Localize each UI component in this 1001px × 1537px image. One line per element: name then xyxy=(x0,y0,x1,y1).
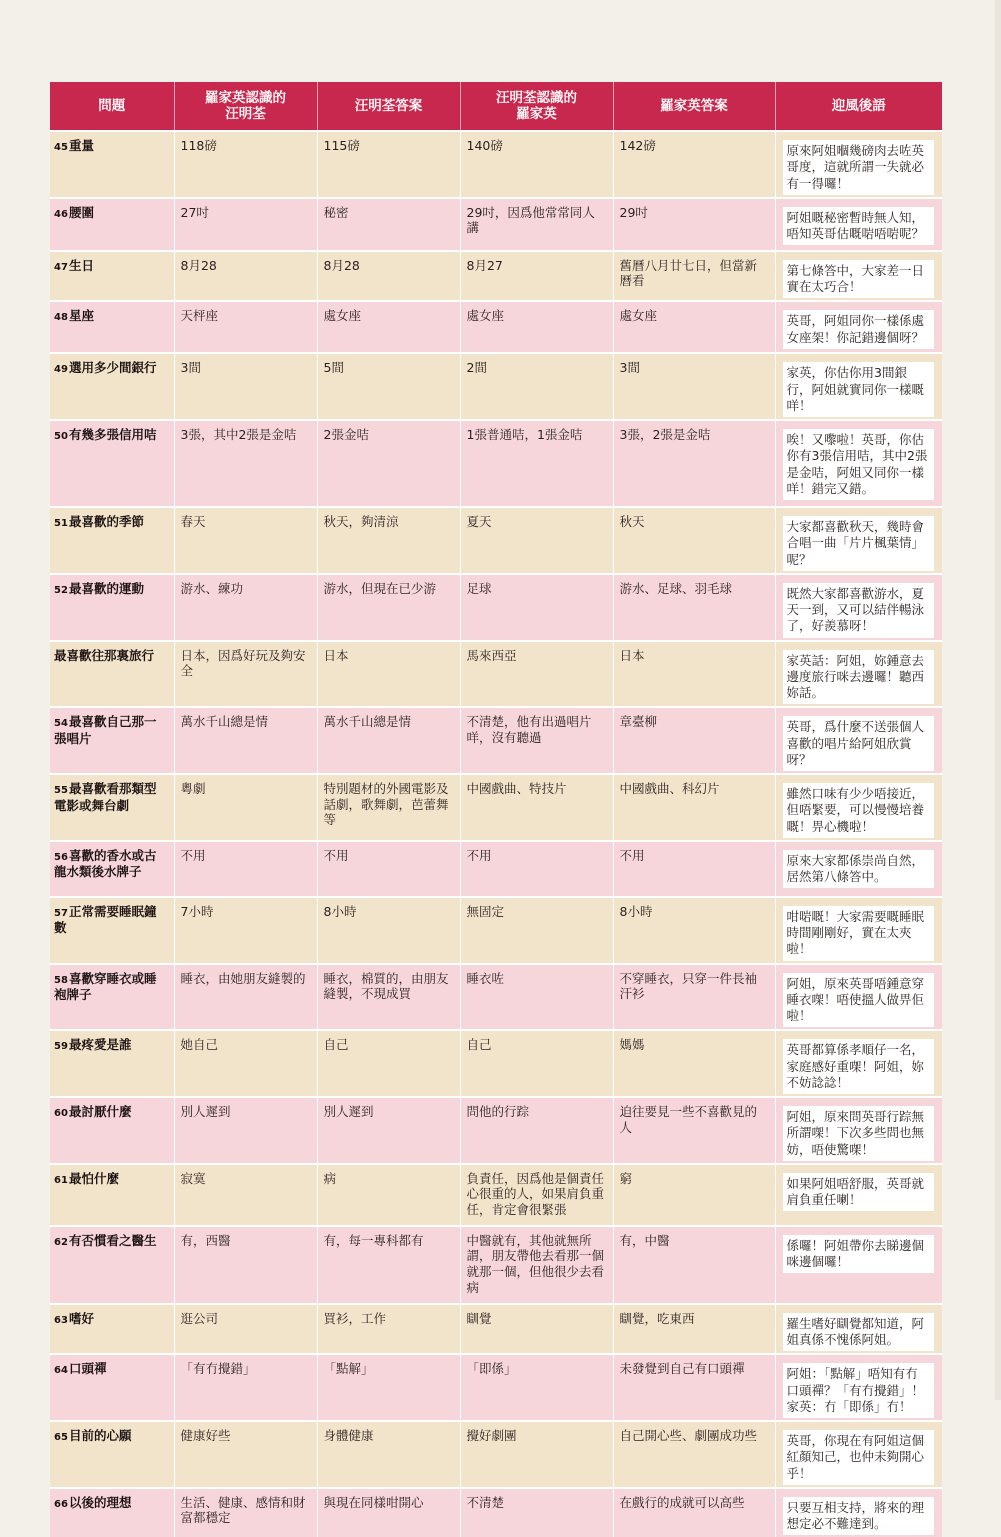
comment-cell xyxy=(775,353,942,420)
comment-text: 英哥，你現在有阿姐這個紅顏知己，也仲未夠開心乎！ xyxy=(783,1430,935,1485)
question-cell xyxy=(50,641,174,708)
answer-a4: 媽媽 xyxy=(613,1030,775,1097)
answer-a1: 日本，因爲好玩及夠安全 xyxy=(174,641,317,708)
question-text: 有否慣看之醫生 xyxy=(69,1232,157,1248)
comment-cell xyxy=(775,707,942,774)
quiz-page xyxy=(50,82,942,1537)
comment-text: 英哥，阿姐同你一樣係處女座架！你記錯邊個呀？ xyxy=(783,310,935,349)
answer-a4: 迫往要見一些不喜歡見的人 xyxy=(613,1097,775,1164)
question-number: 63 xyxy=(54,1314,68,1326)
answer-a4: 未發覺到自己有口頭禪 xyxy=(613,1354,775,1421)
comment-text: 家英話：阿姐，妳鍾意去邊度旅行咪去邊囉！聽西妳話。 xyxy=(783,650,935,705)
answer-a2: 秘密 xyxy=(317,198,460,251)
table-row xyxy=(50,301,942,353)
question-number: 60 xyxy=(54,1108,68,1119)
answer-a2: 病 xyxy=(317,1164,460,1226)
answer-a3: 睡衣咗 xyxy=(460,964,613,1031)
comparison-table xyxy=(50,82,942,1537)
table-row xyxy=(50,1304,942,1355)
answer-a4: 3間 xyxy=(613,353,775,420)
question-text: 生日 xyxy=(69,257,95,273)
answer-a2: 買衫，工作 xyxy=(317,1304,460,1355)
comment-cell xyxy=(775,1304,942,1355)
answer-a1: 3張，其中2張是金咭 xyxy=(174,420,317,507)
question-text: 嗜好 xyxy=(69,1310,95,1326)
question-text: 最喜歡的運動 xyxy=(69,580,145,596)
comment-text: 只要互相支持，將來的理想定必不難達到。 xyxy=(783,1497,935,1536)
answer-a2: 與現在同樣咁開心 xyxy=(317,1488,460,1537)
answer-a3: 瞓覺 xyxy=(460,1304,613,1355)
comment-cell xyxy=(775,131,942,198)
question-number: 64 xyxy=(54,1365,68,1377)
header-wong-answer: 汪明荃答案 xyxy=(317,82,460,131)
answer-a4: 29吋 xyxy=(613,198,775,251)
header-question: 問題 xyxy=(50,82,174,131)
answer-a2: 115磅 xyxy=(317,131,460,198)
comment-text: 阿姐：「點解」唔知有冇口頭禪？「有冇攪錯」！家英：冇「即係」冇！ xyxy=(783,1363,935,1418)
comment-cell xyxy=(775,1421,942,1488)
answer-a1: 有，西醫 xyxy=(174,1226,317,1304)
answer-a3: 不清楚，他有出過唱片咩，沒有聽過 xyxy=(460,707,613,774)
question-cell xyxy=(50,353,174,420)
comment-cell xyxy=(775,251,942,302)
comment-text: 羅生嗜好瞓覺都知道，阿姐真係不愧係阿姐。 xyxy=(783,1313,935,1352)
question-text: 最怕什麼 xyxy=(69,1170,120,1186)
comment-cell xyxy=(775,1030,942,1097)
answer-a2: 別人遲到 xyxy=(317,1097,460,1164)
answer-a1: 睡衣，由她朋友縫製的 xyxy=(174,964,317,1031)
answer-a2: 自己 xyxy=(317,1030,460,1097)
answer-a4: 中國戲曲、科幻片 xyxy=(613,774,775,841)
question-cell xyxy=(50,198,174,251)
comment-text: 阿姐，原來問英哥行踪無所謂㗎！下次多些問也無妨，唔使驚㗎！ xyxy=(783,1106,935,1161)
answer-a1: 「有冇攪錯」 xyxy=(174,1354,317,1421)
table-body xyxy=(50,131,942,1537)
answer-a4: 自己開心些、劇團成功些 xyxy=(613,1421,775,1488)
question-cell xyxy=(50,251,174,302)
question-number: 50 xyxy=(54,431,68,442)
question-text: 星座 xyxy=(69,308,95,324)
answer-a3: 處女座 xyxy=(460,301,613,353)
answer-a3: 「即係」 xyxy=(460,1354,613,1421)
question-cell xyxy=(50,707,174,774)
page-edge xyxy=(995,0,1001,1400)
answer-a1: 3間 xyxy=(174,353,317,420)
answer-a4: 舊曆八月廿七日，但當新曆看 xyxy=(613,251,775,302)
answer-a3: 中國戲曲、特技片 xyxy=(460,774,613,841)
answer-a1: 游水、練功 xyxy=(174,574,317,641)
question-text: 最喜歡的季節 xyxy=(69,514,145,529)
table-row xyxy=(50,1488,942,1537)
table-row xyxy=(50,1354,942,1421)
header-lo-knows-wong: 羅家英認識的 汪明荃 xyxy=(174,82,317,131)
answer-a2: 秋天，夠清涼 xyxy=(317,507,460,574)
table-row xyxy=(50,964,942,1031)
question-number: 55 xyxy=(54,785,68,796)
question-text: 最喜歡往那裏旅行 xyxy=(54,647,155,663)
comment-text: 唉！又嚟啦！英哥，你估你有3張信用咭，其中2張是金咭，阿姐又同你一樣咩！錯完又錯。 xyxy=(783,429,935,500)
comment-cell xyxy=(775,1097,942,1164)
table-row xyxy=(50,1164,942,1226)
answer-a3: 馬來西亞 xyxy=(460,641,613,708)
answer-a1: 萬水千山總是情 xyxy=(174,707,317,774)
comment-text: 係囉！阿姐帶你去睇邊個咪邊個囉！ xyxy=(783,1235,935,1274)
question-text: 重量 xyxy=(69,138,95,153)
table-row xyxy=(50,1421,942,1488)
answer-a1: 春天 xyxy=(174,507,317,574)
comment-cell xyxy=(775,420,942,507)
answer-a3: 不用 xyxy=(460,841,613,897)
table-row xyxy=(50,1226,942,1304)
answer-a1: 逛公司 xyxy=(174,1304,317,1355)
question-text: 口頭禪 xyxy=(69,1361,107,1377)
answer-a4: 不用 xyxy=(613,841,775,897)
answer-a1: 她自己 xyxy=(174,1030,317,1097)
question-number: 58 xyxy=(54,974,68,986)
answer-a3: 8月27 xyxy=(460,251,613,302)
answer-a3: 夏天 xyxy=(460,507,613,574)
table-row xyxy=(50,574,942,641)
comment-text: 雖然口味有少少唔接近，但唔緊要，可以慢慢培養嘅！畀心機啦！ xyxy=(783,783,935,838)
answer-a1: 生活、健康、感情和財富都穩定 xyxy=(174,1488,317,1537)
answer-a1: 天枰座 xyxy=(174,301,317,353)
question-number: 45 xyxy=(54,142,68,153)
question-cell xyxy=(50,897,174,964)
comment-cell xyxy=(775,1164,942,1226)
comment-text: 家英，你估你用3間銀行，阿姐就實同你一樣嘅咩！ xyxy=(783,362,935,417)
question-text: 喜歡的香水或古龍水類後水牌子 xyxy=(54,847,157,880)
answer-a4: 不穿睡衣，只穿一件長袖汗衫 xyxy=(613,964,775,1031)
comment-cell xyxy=(775,1354,942,1421)
question-number: 57 xyxy=(54,907,68,919)
answer-a1: 粵劇 xyxy=(174,774,317,841)
answer-a4: 章臺柳 xyxy=(613,707,775,774)
answer-a4: 有，中醫 xyxy=(613,1226,775,1304)
answer-a1: 8月28 xyxy=(174,251,317,302)
question-cell xyxy=(50,1421,174,1488)
question-cell xyxy=(50,1488,174,1537)
question-number: 48 xyxy=(54,312,68,324)
table-row xyxy=(50,897,942,964)
answer-a3: 中醫就有，其他就無所謂，朋友帶他去看那一個就那一個，但他很少去看病 xyxy=(460,1226,613,1304)
question-cell xyxy=(50,1226,174,1304)
answer-a3: 問他的行踪 xyxy=(460,1097,613,1164)
answer-a1: 別人遲到 xyxy=(174,1097,317,1164)
question-cell xyxy=(50,774,174,841)
question-text: 正常需要睡眠鐘數 xyxy=(54,903,157,936)
table-row xyxy=(50,420,942,507)
table-row xyxy=(50,1097,942,1164)
question-cell xyxy=(50,964,174,1031)
comment-text: 英哥，爲什麼不送張個人喜歡的唱片給阿姐欣賞呀？ xyxy=(783,716,935,771)
answer-a4: 窮 xyxy=(613,1164,775,1226)
comment-text: 咁啱嘅！大家需要嘅睡眠時間剛剛好，實在太夾啦！ xyxy=(783,906,935,961)
answer-a4: 3張，2張是金咭 xyxy=(613,420,775,507)
table-row xyxy=(50,251,942,302)
comment-text: 阿姐，原來英哥唔鍾意穿睡衣㗎！唔使搵人做畀佢啦！ xyxy=(783,973,935,1028)
question-cell xyxy=(50,420,174,507)
table-header-row xyxy=(50,82,942,131)
answer-a4: 日本 xyxy=(613,641,775,708)
answer-a1: 7小時 xyxy=(174,897,317,964)
comment-text: 阿姐嘅秘密暫時無人知，唔知英哥估嘅啱唔啱呢？ xyxy=(783,207,935,246)
table-row xyxy=(50,131,942,198)
header-wong-knows-lo: 汪明荃認識的 羅家英 xyxy=(460,82,613,131)
comment-cell xyxy=(775,774,942,841)
question-cell xyxy=(50,1097,174,1164)
question-number: 66 xyxy=(54,1498,68,1510)
question-cell xyxy=(50,1354,174,1421)
question-number: 61 xyxy=(54,1174,68,1186)
answer-a1: 27吋 xyxy=(174,198,317,251)
comment-cell xyxy=(775,841,942,897)
question-text: 最喜歡看那類型電影或舞台劇 xyxy=(54,781,157,813)
answer-a2: 2張金咭 xyxy=(317,420,460,507)
question-cell xyxy=(50,1030,174,1097)
question-text: 喜歡穿睡衣或睡袍牌子 xyxy=(54,970,157,1002)
question-number: 52 xyxy=(54,584,68,596)
question-number: 56 xyxy=(54,851,68,863)
answer-a2: 「點解」 xyxy=(317,1354,460,1421)
answer-a2: 特別題材的外國電影及話劇，歌舞劇，芭蕾舞等 xyxy=(317,774,460,841)
table-row xyxy=(50,707,942,774)
answer-a3: 29吋，因爲他常常同人講 xyxy=(460,198,613,251)
question-number: 62 xyxy=(54,1236,68,1248)
answer-a3: 140磅 xyxy=(460,131,613,198)
question-number: 46 xyxy=(54,208,68,220)
answer-a3: 不清楚 xyxy=(460,1488,613,1537)
table-row xyxy=(50,1030,942,1097)
answer-a4: 游水、足球、羽毛球 xyxy=(613,574,775,641)
table-row xyxy=(50,774,942,841)
comment-cell xyxy=(775,964,942,1031)
table-row xyxy=(50,507,942,574)
question-text: 最疼愛是誰 xyxy=(69,1037,132,1053)
question-number: 59 xyxy=(54,1041,68,1053)
header-lo-answer: 羅家英答案 xyxy=(613,82,775,131)
comment-cell xyxy=(775,301,942,353)
question-text: 最喜歡自己那一張唱片 xyxy=(54,714,157,746)
answer-a1: 118磅 xyxy=(174,131,317,198)
answer-a2: 睡衣，棉質的，由朋友縫製，不現成買 xyxy=(317,964,460,1031)
question-cell xyxy=(50,507,174,574)
answer-a3: 足球 xyxy=(460,574,613,641)
comment-cell xyxy=(775,1488,942,1537)
answer-a4: 8小時 xyxy=(613,897,775,964)
header-comment: 迎風後語 xyxy=(775,82,942,131)
answer-a1: 寂寞 xyxy=(174,1164,317,1226)
comment-cell xyxy=(775,897,942,964)
answer-a2: 日本 xyxy=(317,641,460,708)
question-cell xyxy=(50,1164,174,1226)
answer-a4: 在戲行的成就可以高些 xyxy=(613,1488,775,1537)
answer-a2: 身體健康 xyxy=(317,1421,460,1488)
question-number: 54 xyxy=(54,718,68,730)
table-row xyxy=(50,353,942,420)
question-cell xyxy=(50,574,174,641)
comment-text: 如果阿姐唔舒服，英哥就肩負重任喇！ xyxy=(783,1173,935,1212)
question-number: 47 xyxy=(54,261,68,273)
question-number: 49 xyxy=(54,364,68,376)
comment-cell xyxy=(775,507,942,574)
answer-a3: 1張普通咭，1張金咭 xyxy=(460,420,613,507)
comment-cell xyxy=(775,574,942,641)
answer-a2: 8小時 xyxy=(317,897,460,964)
answer-a3: 自己 xyxy=(460,1030,613,1097)
answer-a2: 萬水千山總是情 xyxy=(317,707,460,774)
comment-text: 原來大家都係崇尚自然，居然第八條答中。 xyxy=(783,850,935,889)
answer-a2: 游水，但現在已少游 xyxy=(317,574,460,641)
comment-cell xyxy=(775,641,942,708)
question-number: 65 xyxy=(54,1432,68,1443)
table-row xyxy=(50,198,942,251)
question-text: 選用多少間銀行 xyxy=(69,360,157,376)
answer-a3: 攪好劇團 xyxy=(460,1421,613,1488)
answer-a2: 有，每一專科都有 xyxy=(317,1226,460,1304)
comment-text: 英哥都算係孝順仔一名，家庭感好重㗎！阿姐，妳不妨諗諗！ xyxy=(783,1039,935,1094)
comment-text: 原來阿姐嗰幾磅肉去咗英哥度，這就所謂一失就必有一得囉！ xyxy=(783,140,935,195)
answer-a4: 秋天 xyxy=(613,507,775,574)
answer-a3: 負責任，因爲他是個責任心很重的人，如果肩負重任，肯定會很緊張 xyxy=(460,1164,613,1226)
answer-a2: 5間 xyxy=(317,353,460,420)
answer-a1: 不用 xyxy=(174,841,317,897)
question-cell xyxy=(50,841,174,897)
answer-a4: 142磅 xyxy=(613,131,775,198)
question-number: 51 xyxy=(54,518,68,529)
answer-a2: 處女座 xyxy=(317,301,460,353)
question-cell xyxy=(50,1304,174,1355)
table-row xyxy=(50,641,942,708)
question-cell xyxy=(50,131,174,198)
answer-a4: 瞓覺，吃東西 xyxy=(613,1304,775,1355)
question-cell xyxy=(50,301,174,353)
question-text: 腰圍 xyxy=(69,204,95,220)
answer-a3: 無固定 xyxy=(460,897,613,964)
comment-cell xyxy=(775,198,942,251)
answer-a3: 2間 xyxy=(460,353,613,420)
question-text: 以後的理想 xyxy=(69,1494,132,1510)
question-text: 最討厭什麼 xyxy=(69,1104,132,1119)
comment-text: 第七條答中，大家差一日實在太巧合！ xyxy=(783,260,935,299)
question-text: 目前的心願 xyxy=(69,1428,132,1443)
answer-a2: 8月28 xyxy=(317,251,460,302)
comment-text: 大家都喜歡秋天，幾時會合唱一曲「片片楓葉情」呢？ xyxy=(783,516,935,571)
answer-a2: 不用 xyxy=(317,841,460,897)
answer-a4: 處女座 xyxy=(613,301,775,353)
comment-text: 既然大家都喜歡游水，夏天一到，又可以結伴暢泳了，好羨慕呀！ xyxy=(783,583,935,638)
table-row xyxy=(50,841,942,897)
question-text: 有幾多張信用咭 xyxy=(69,427,157,442)
answer-a1: 健康好些 xyxy=(174,1421,317,1488)
comment-cell xyxy=(775,1226,942,1304)
